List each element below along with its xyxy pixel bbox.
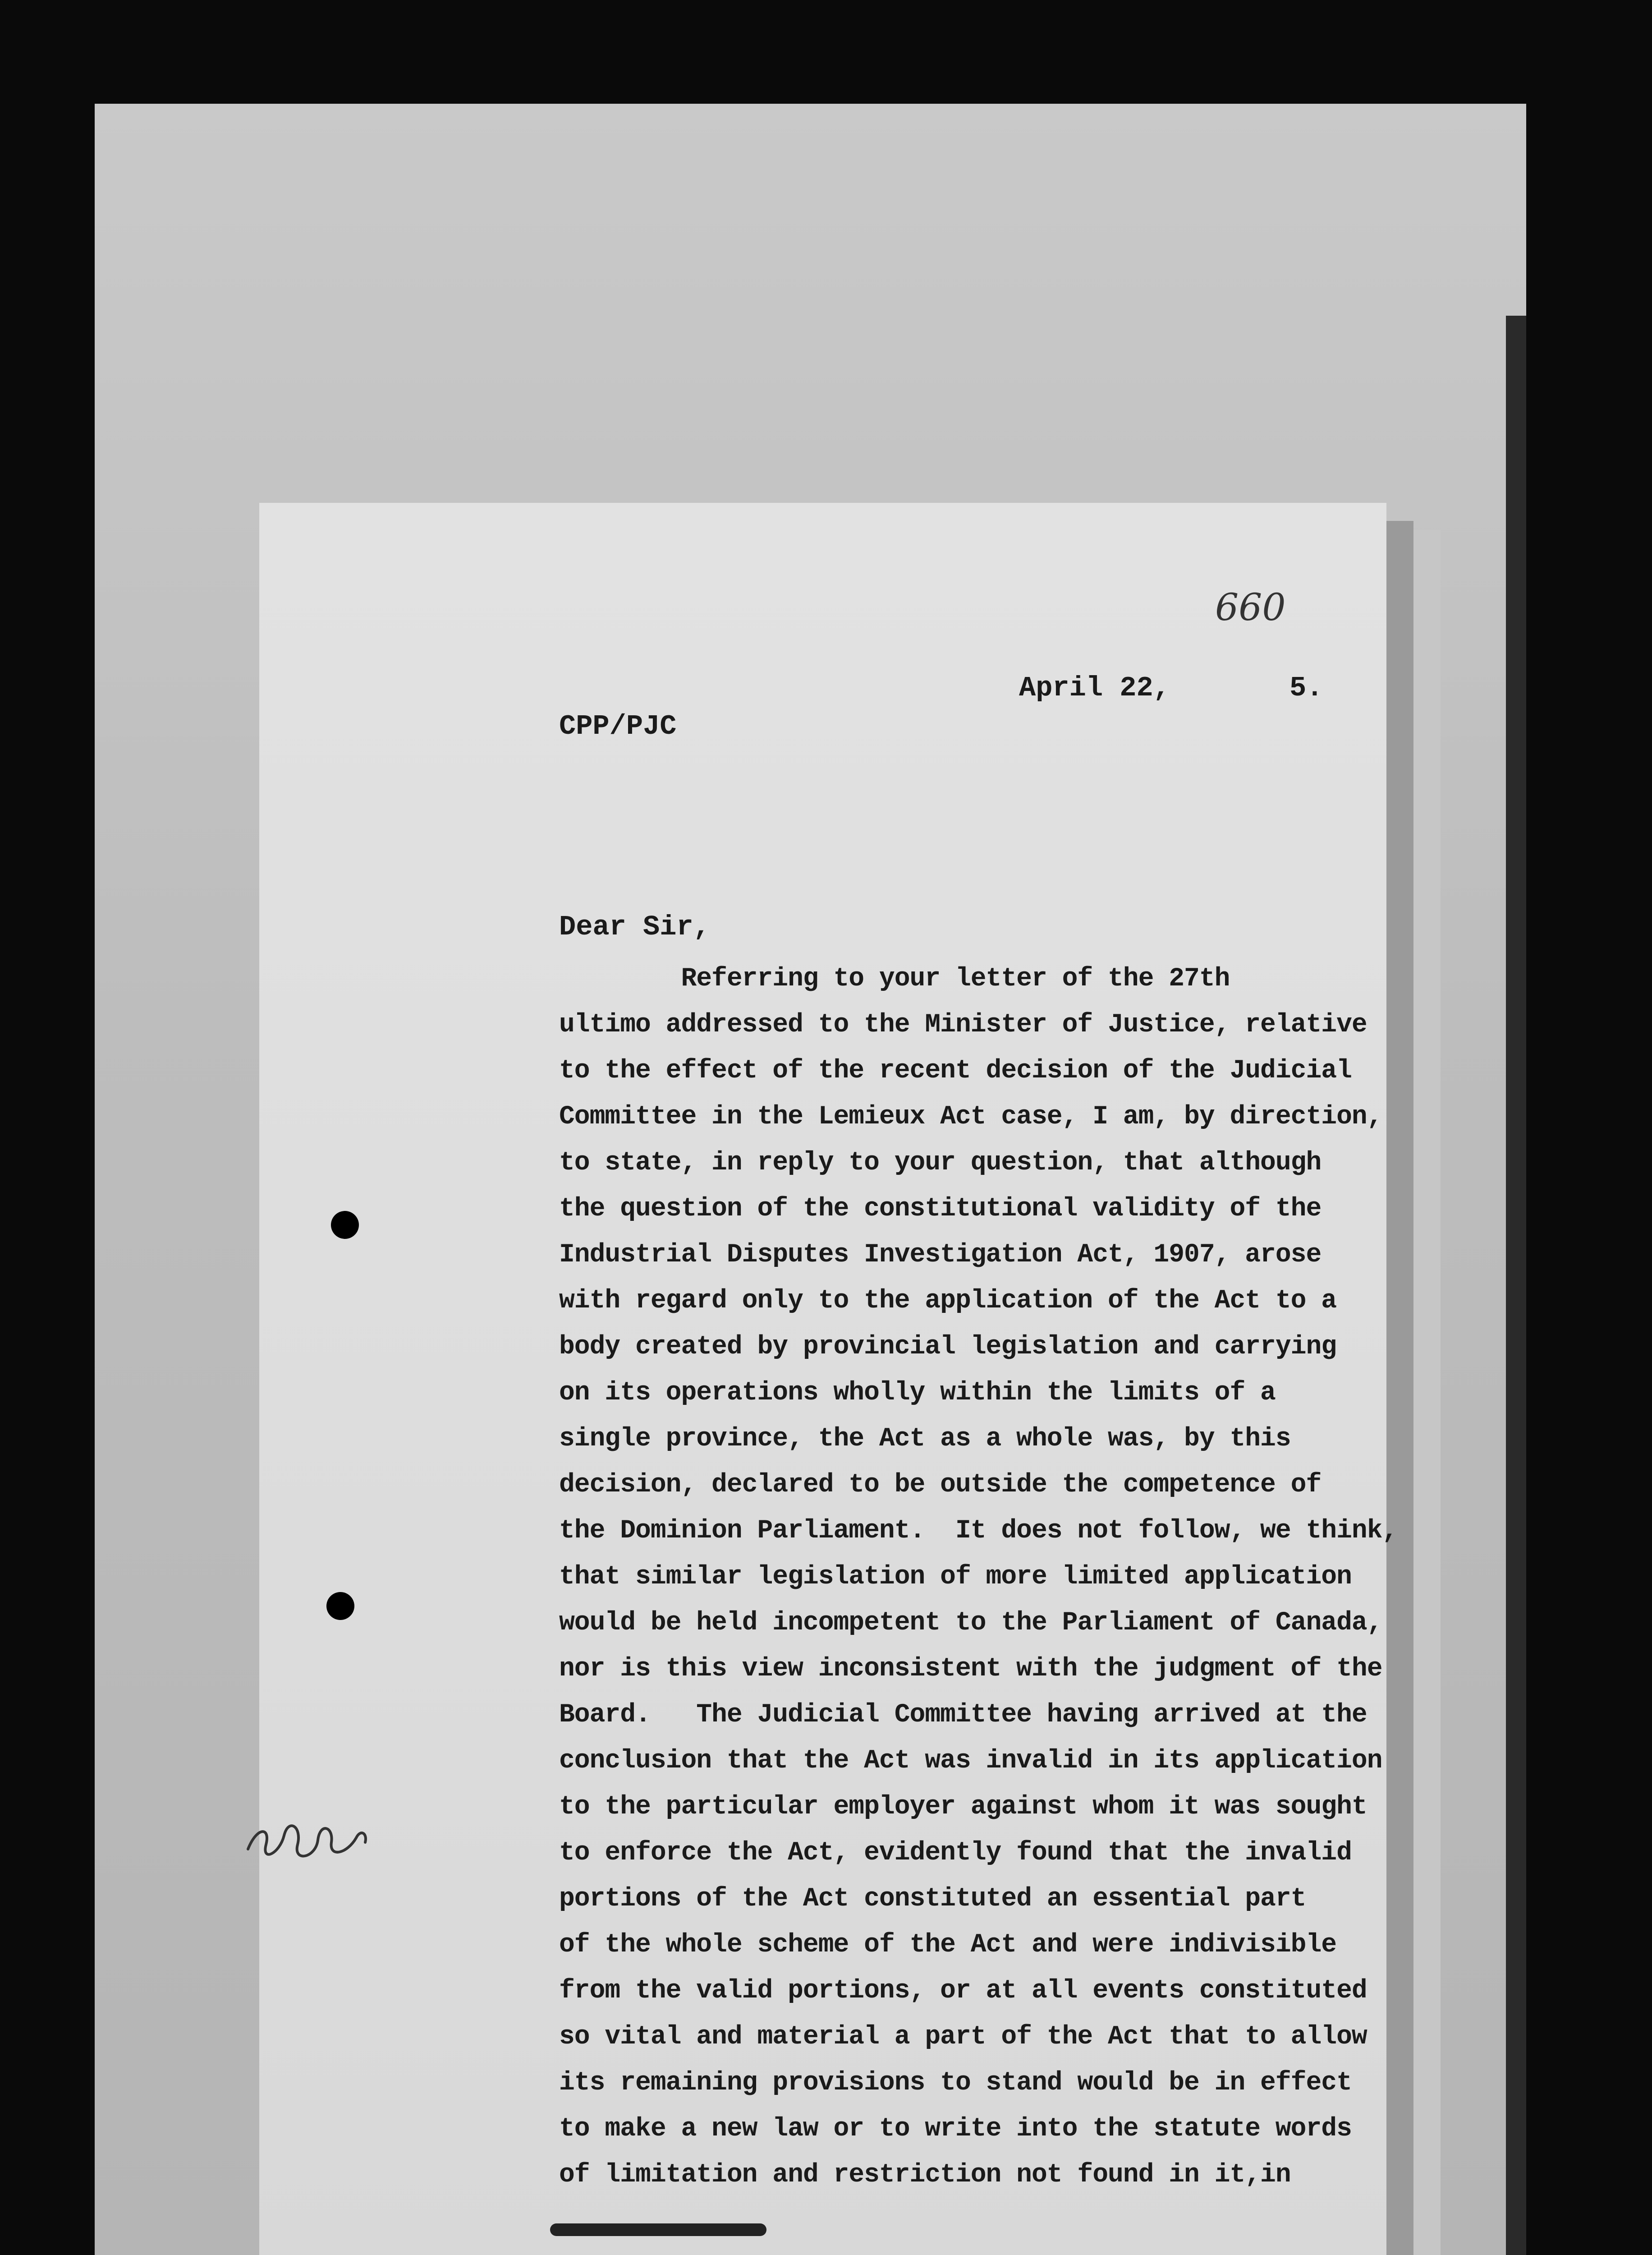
body-line: Committee in the Lemieux Act case, I am, by direction, <box>559 1102 1382 1132</box>
body-line: the question of the constitutional validity of the <box>559 1194 1322 1224</box>
struck-out-text <box>550 2223 766 2236</box>
handwritten-page-number: 660 <box>1215 586 1286 629</box>
salutation: Dear Sir, <box>559 911 710 943</box>
body-line: to the particular employer against whom it was sought <box>559 1792 1367 1822</box>
body-line: Referring to your letter of the 27th <box>559 964 1230 994</box>
body-line: from the valid portions, or at all events constituted <box>559 1976 1367 2006</box>
punch-hole <box>331 1211 359 1239</box>
body-line: on its operations wholly within the limits of a <box>559 1378 1276 1408</box>
body-line: ultimo addressed to the Minister of Justice, relative <box>559 1010 1367 1040</box>
backing-sheet-edge <box>1506 316 1526 2255</box>
sheet-number: 5. <box>1289 672 1323 704</box>
body-line: the Dominion Parliament. It does not follow, we think, <box>559 1516 1398 1546</box>
letter-body <box>559 956 1398 2198</box>
letter-date: April 22, <box>1019 672 1170 704</box>
body-line: portions of the Act constituted an essential part <box>559 1884 1306 1914</box>
body-line: that similar legislation of more limited application <box>559 1562 1352 1592</box>
body-line: would be held incompetent to the Parliament of Canada, <box>559 1608 1382 1638</box>
body-line: Industrial Disputes Investigation Act, 1907, arose <box>559 1240 1322 1270</box>
body-line: Board. The Judicial Committee having arrived at the <box>559 1700 1367 1730</box>
body-line: its remaining provisions to stand would be in effect <box>559 2068 1352 2098</box>
body-line: with regard only to the application of the Act to a <box>559 1286 1337 1316</box>
body-line: to make a new law or to write into the statute words <box>559 2114 1352 2144</box>
body-line: body created by provincial legislation and carrying <box>559 1332 1337 1362</box>
reference-initials: CPP/PJC <box>559 710 677 742</box>
body-line: conclusion that the Act was invalid in its application <box>559 1746 1382 1776</box>
body-line: to the effect of the recent decision of the Judicial <box>559 1056 1352 1086</box>
body-line: single province, the Act as a whole was, by this <box>559 1424 1291 1454</box>
body-line: of limitation and restriction not found in it,in <box>559 2160 1291 2190</box>
body-line: to enforce the Act, evidently found that the invalid <box>559 1838 1352 1868</box>
body-line: so vital and material a part of the Act that to allow <box>559 2022 1367 2052</box>
body-line: nor is this view inconsistent with the judgment of the <box>559 1654 1382 1684</box>
handwritten-scribble <box>239 1799 374 1872</box>
body-line: to state, in reply to your question, that although <box>559 1148 1322 1178</box>
punch-hole <box>326 1592 354 1620</box>
body-line: decision, declared to be outside the competence of <box>559 1470 1322 1500</box>
body-line: of the whole scheme of the Act and were indivisible <box>559 1930 1337 1960</box>
